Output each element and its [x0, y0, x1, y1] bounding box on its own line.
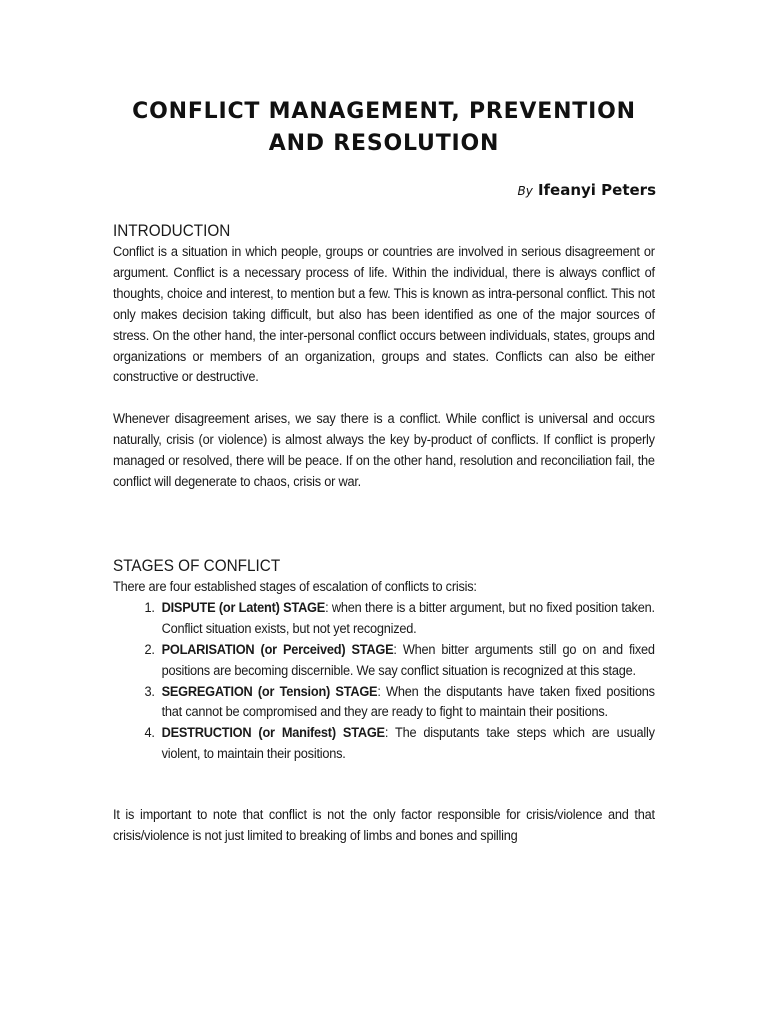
stages-list — [113, 598, 655, 765]
stage-item-destruction — [158, 723, 655, 765]
stage-description: : When bitter arguments still go on and fixed positions are becoming discernible. We say conflict situation is recognized at this stage. — [161, 641, 655, 679]
stage-item-segregation — [158, 682, 655, 724]
introduction-paragraph-2: Whenever disagreement arises, we say there is a conflict. While conflict is universal and occurs naturally, crisis (or violence) is almost always the key by-product of conflicts. If conflict is properly managed or resolved, there will be peace. If on the other hand, resolution and reconciliation fail, the conflict will degenerate to chaos, crisis or war. — [113, 411, 655, 491]
introduction-paragraph-1: Conflict is a situation in which people, groups or countries are involved in serious disagreement or argument. Conflict is a necessary process of life. Within the individual, there is always conflict of thoughts, choice and interest, to mention but a few. This is known as intra-personal conflict. This not only makes decision taking difficult, but also has been identified as one of the major sources of stress. On the other hand, the inter-personal conflict occurs between individuals, states, groups and organizations or members of an organization, groups and states. Conflicts can also be either constructive or destructive. — [113, 244, 655, 386]
stage-description: : When the disputants have taken fixed positions that cannot be compromised and they are ready to fight to maintain their positions. — [161, 683, 655, 721]
byline-prefix: By — [517, 184, 533, 198]
stages-closing-paragraph: It is important to note that conflict is not the only factor responsible for crisis/violence and that crisis/violence is not just limited to breaking of limbs and bones and spilling — [113, 807, 655, 845]
introduction-heading: INTRODUCTION — [113, 221, 231, 240]
stage-term: DESTRUCTION (or Manifest) STAGE — [161, 725, 385, 742]
document-body — [113, 220, 655, 847]
stages-heading: STAGES OF CONFLICT — [113, 555, 281, 575]
stage-description: : when there is a bitter argument, but no fixed position taken. Conflict situation exists, but not yet recognized. — [161, 599, 655, 637]
stages-intro: There are four established stages of escalation of conflicts to crisis: — [113, 578, 477, 595]
title-line-2: AND RESOLUTION — [268, 131, 500, 156]
stage-item-dispute — [158, 598, 655, 640]
byline — [518, 180, 657, 199]
stage-description: : The disputants take steps which are usually violent, to maintain their positions. — [161, 725, 655, 763]
document-title — [0, 96, 768, 160]
stage-term: DISPUTE (or Latent) STAGE — [161, 599, 326, 616]
stage-term: SEGREGATION (or Tension) STAGE — [161, 683, 378, 700]
author-name: Ifeanyi Peters — [537, 181, 656, 199]
stage-item-polarisation — [158, 640, 655, 682]
title-line-1: CONFLICT MANAGEMENT, PREVENTION — [132, 99, 636, 124]
stage-term: POLARISATION (or Perceived) STAGE — [161, 641, 394, 658]
